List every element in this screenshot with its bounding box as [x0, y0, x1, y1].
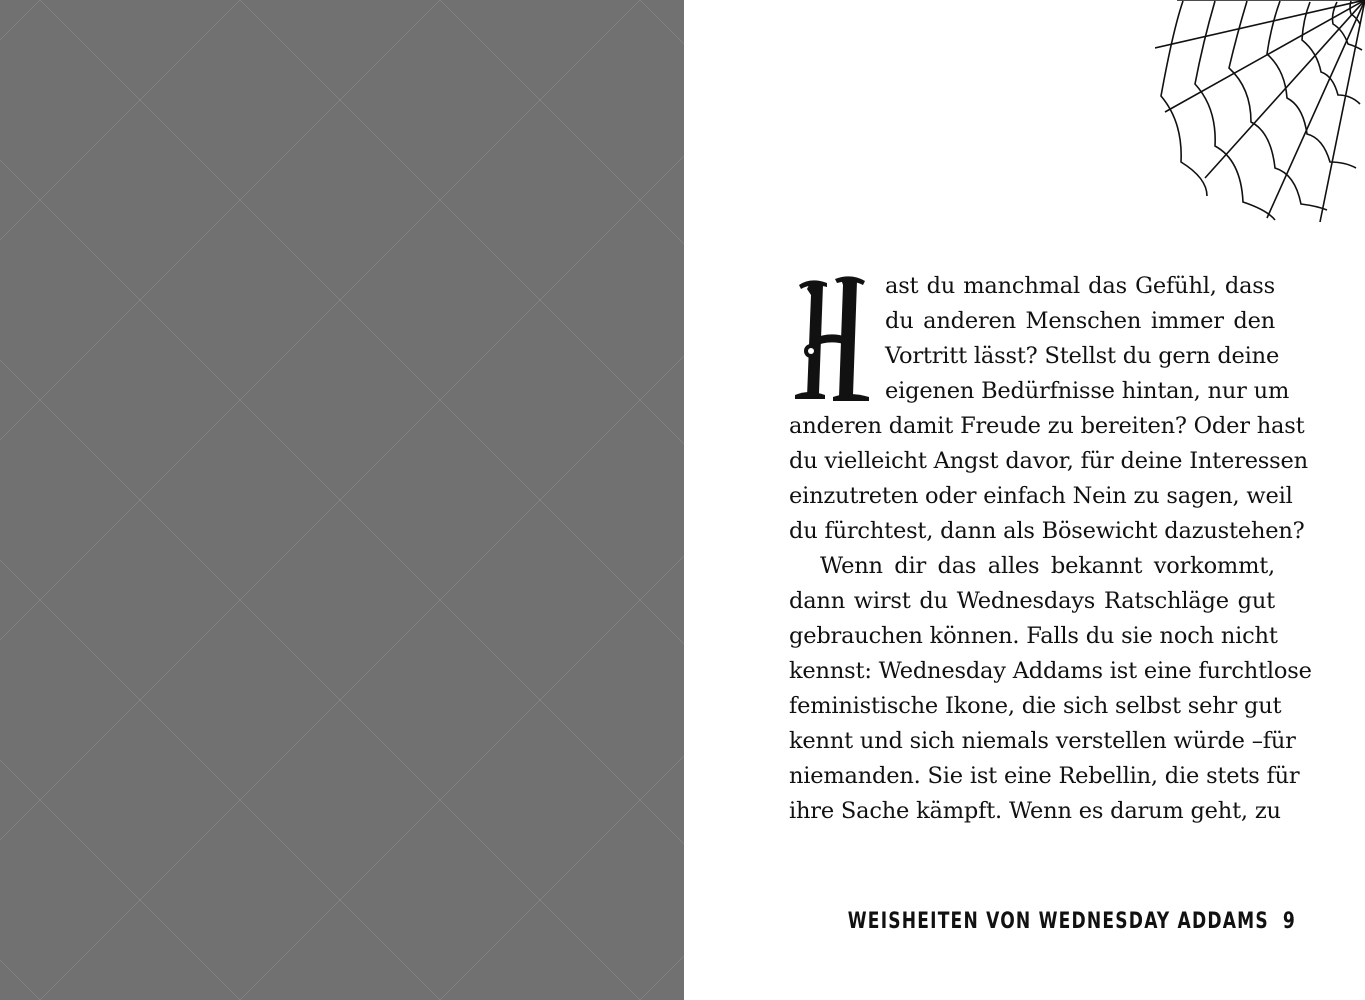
text-line: feministische Ikone, die sich selbst sehr gut — [789, 693, 1282, 719]
text-page — [684, 0, 1365, 1000]
dropcap-letter — [789, 275, 873, 403]
text-line: gebrauchen können. Falls du sie noch nicht — [789, 623, 1278, 649]
text-line: ihre Sache kämpft. Wenn es darum geht, zu — [789, 798, 1281, 824]
text-line: dann wirst du Wednesdays Ratschläge gut — [789, 588, 1275, 614]
cobweb-icon — [1155, 0, 1365, 225]
opening-paragraph — [789, 269, 1290, 409]
page-number: 9 — [1282, 908, 1296, 934]
text-line: ast du manchmal das Gefühl, dass — [885, 273, 1275, 299]
text-line: niemanden. Sie ist eine Rebellin, die stets für — [789, 763, 1300, 789]
text-line: eigenen Bedürfnisse hintan, nur um — [885, 378, 1290, 404]
running-title: WEISHEITEN VON WEDNESDAY ADDAMS — [847, 908, 1269, 934]
running-footer — [684, 908, 1296, 934]
text-line: Vortritt lässt? Stellst du gern deine — [885, 343, 1280, 369]
text-line: kennst: Wednesday Addams ist eine furchtlose — [789, 658, 1312, 684]
text-line: anderen damit Freude zu bereiten? Oder hast — [789, 413, 1305, 439]
body-text — [789, 269, 1312, 829]
text-line: du vielleicht Angst davor, für deine Interessen — [789, 448, 1308, 474]
text-line: Wenn dir das alles bekannt vorkommt, — [820, 553, 1275, 579]
text-line: kennt und sich niemals verstellen würde –für — [789, 728, 1296, 754]
text-line: einzutreten oder einfach Nein zu sagen, weil — [789, 483, 1293, 509]
text-line: du anderen Menschen immer den — [885, 308, 1275, 334]
text-line: du fürchtest, dann als Bösewicht dazustehen? — [789, 518, 1305, 544]
